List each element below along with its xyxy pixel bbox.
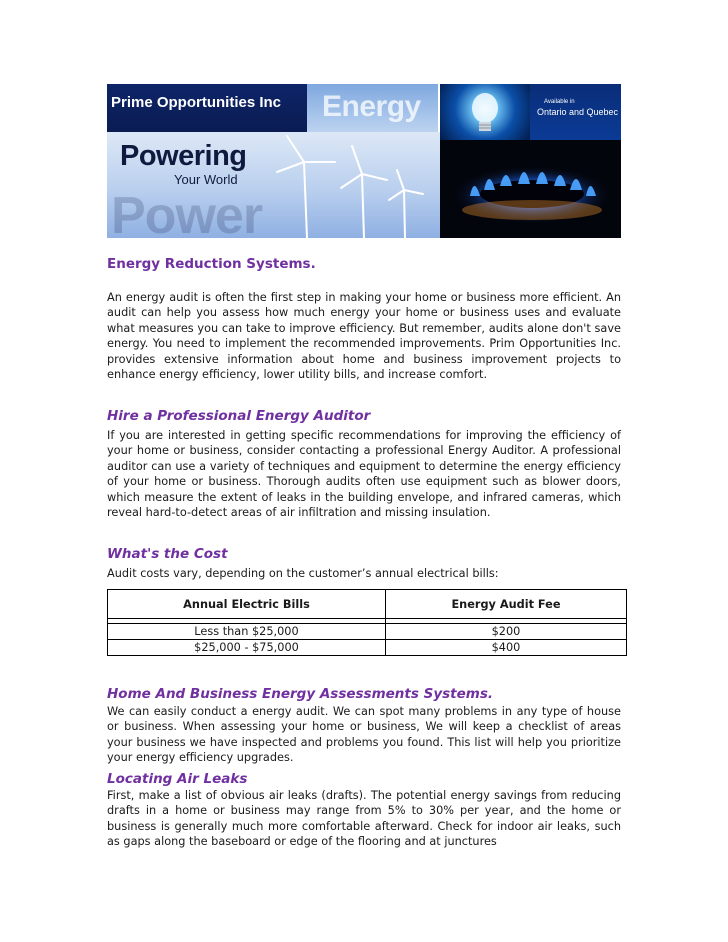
audit-fee-table: [107, 589, 627, 656]
cost-intro: Audit costs vary, depending on the customer’s annual electrical bills:: [107, 567, 499, 580]
table-header-row: [108, 590, 627, 619]
auditor-heading: Hire a Professional Energy Auditor: [107, 408, 371, 424]
flame-icon: [440, 140, 621, 238]
wind-turbines-image: [257, 132, 440, 238]
availability-panel: [530, 84, 621, 140]
assessments-heading: Home And Business Energy Assessments Systems.: [107, 686, 493, 702]
ghost-word: Power: [111, 187, 263, 238]
powering-panel: [107, 132, 440, 238]
table-row: [108, 640, 627, 656]
air-leaks-paragraph: First, make a list of obvious air leaks (drafts). The potential energy savings from reducing drafts in a home or business may range from 5% to 30% per year, and the home or business is generally much more comfortable afterward. Check for indoor air leaks, such as gaps along the baseboard or edge of the flooring and at junctures: [107, 789, 621, 849]
lightbulb-icon: [440, 84, 530, 140]
table-header-fee: Energy Audit Fee: [386, 590, 627, 619]
tagline: Your World: [174, 172, 238, 187]
gas-flame-image: [440, 140, 621, 238]
energy-word: Energy: [322, 90, 421, 123]
table-header-bills: Annual Electric Bills: [108, 590, 386, 619]
intro-paragraph: An energy audit is often the first step in making your home or business more efficient. An audit can help you assess how much energy your home or business uses and evaluate what measures you can take to improve efficiency. But remember, audits alone don't save energy. You need to implement the recommended improvements. Prim Opportunities Inc. provides extensive information about home and business improvement projects to enhance energy efficiency, lower utility bills, and increase comfort.: [107, 291, 621, 382]
header-banner: [107, 84, 621, 238]
lightbulb-image: [440, 84, 530, 140]
regions-label: Ontario and Quebec: [537, 107, 619, 117]
company-name: Prime Opportunities Inc: [111, 94, 282, 111]
table-row: [108, 624, 627, 640]
company-name-panel: [107, 84, 307, 132]
table-cell-fee: $200: [386, 624, 627, 640]
auditor-paragraph: If you are interested in getting specific recommendations for improving the efficiency of your home or business, consider contacting a professional Energy Auditor. A professional auditor can use a variety of techniques and equipment to determine the energy efficiency of your home or business. Thorough audits often use equipment such as blower doors, which measure the extent of leaks in the building envelope, and infrared cameras, which reveal hard-to-detect areas of air infiltration and missing insulation.: [107, 429, 621, 520]
cost-heading: What's the Cost: [107, 546, 228, 562]
energy-panel: [307, 84, 438, 132]
table-cell-bills: $25,000 - $75,000: [108, 640, 386, 656]
table-cell-fee: $400: [386, 640, 627, 656]
page-title: Energy Reduction Systems.: [107, 256, 316, 272]
air-leaks-heading: Locating Air Leaks: [107, 771, 248, 787]
assessments-paragraph: We can easily conduct a energy audit. We can spot many problems in any type of house or business. When assessing your home or business, We will keep a checklist of areas your business we have inspected and problems you found. This list will help you prioritize your energy efficiency upgrades.: [107, 705, 621, 765]
available-label: Available in: [544, 99, 575, 105]
table-cell-bills: Less than $25,000: [108, 624, 386, 640]
headline: Powering: [120, 140, 247, 172]
